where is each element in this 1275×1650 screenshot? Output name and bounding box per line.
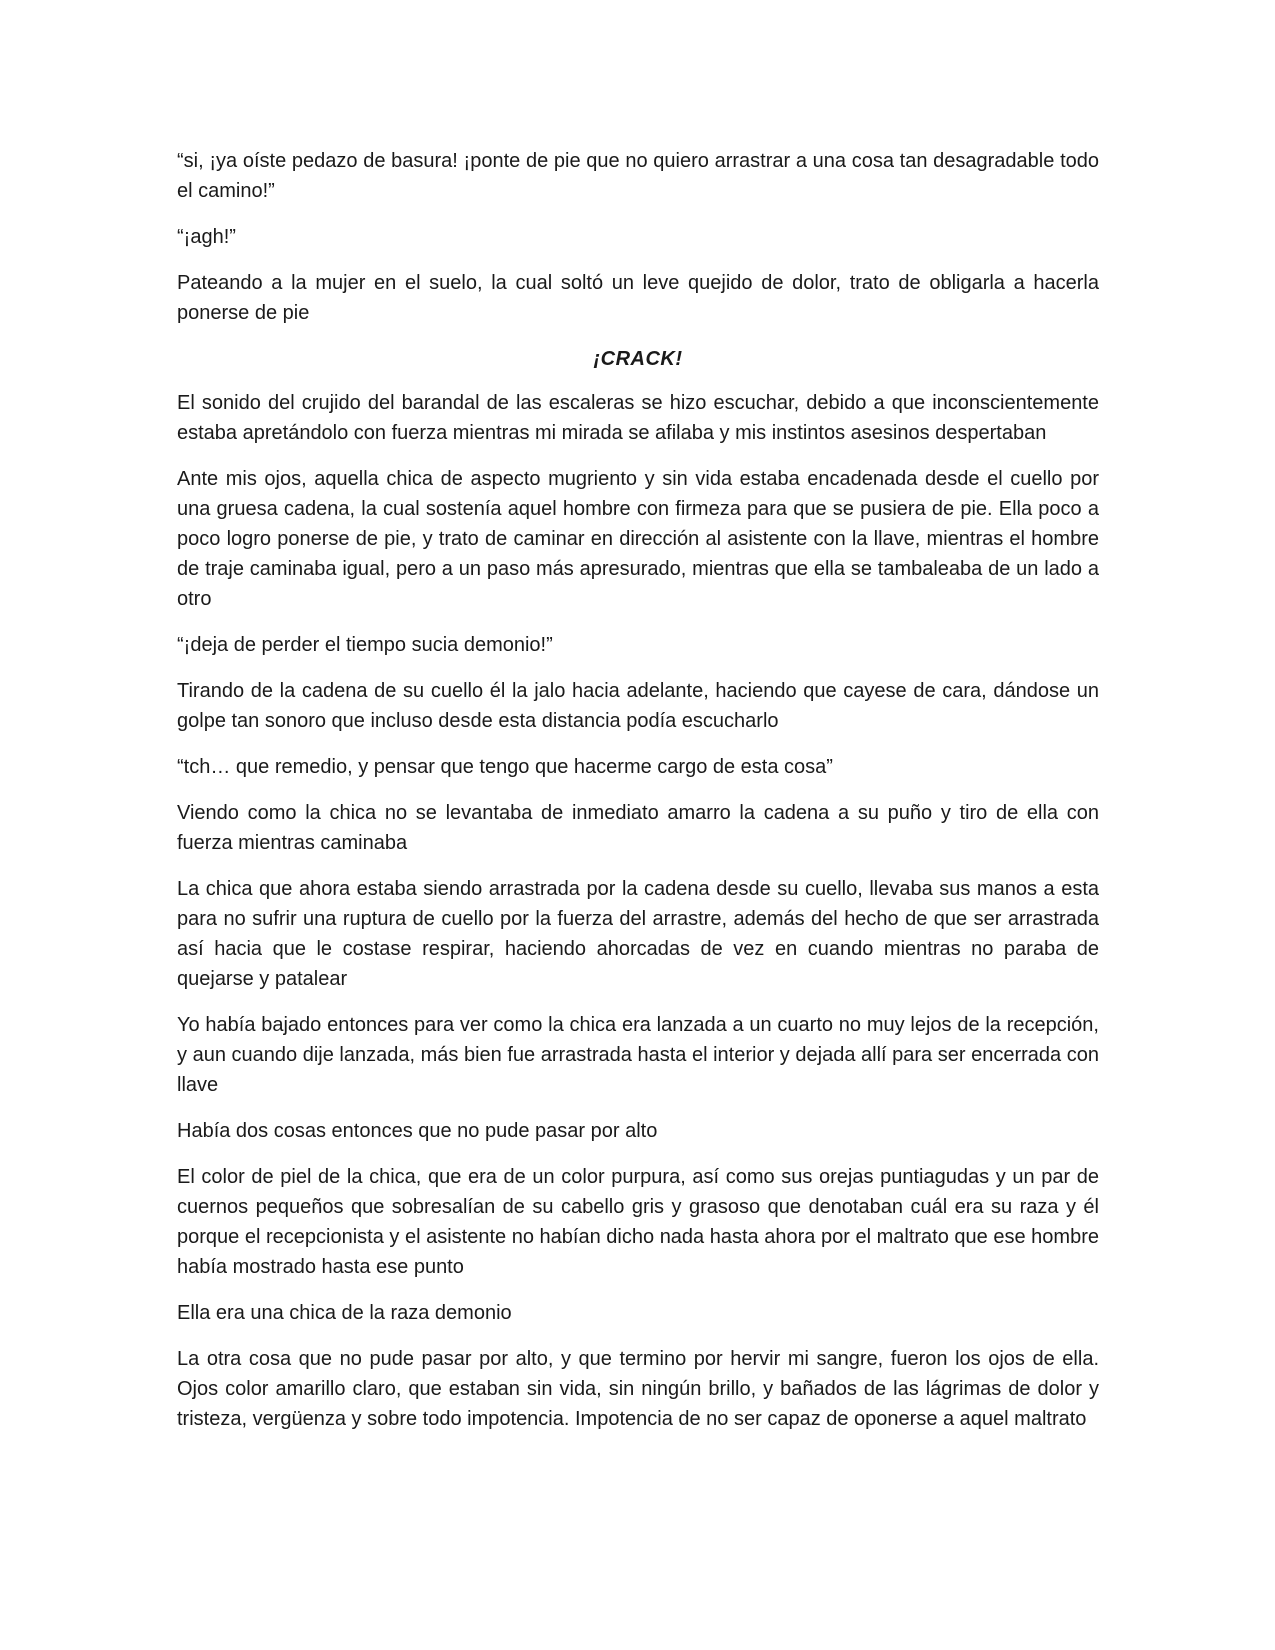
paragraph-10: Viendo como la chica no se levantaba de inmediato amarro la cadena a su puño y tiro de ella con fuerza mientras caminaba (177, 802, 1099, 854)
paragraph-15: Ella era una chica de la raza demonio (177, 1302, 512, 1324)
paragraph-8: Tirando de la cadena de su cuello él la jalo hacia adelante, haciendo que cayese de cara, dándose un golpe tan sonoro que incluso desde esta distancia podía escucharlo (177, 680, 1099, 732)
paragraph-9: “tch… que remedio, y pensar que tengo que hacerme cargo de esta cosa” (177, 756, 833, 778)
paragraph-1: “si, ¡ya oíste pedazo de basura! ¡ponte de pie que no quiero arrastrar a una cosa tan desagradable todo el camino!” (177, 150, 1099, 202)
paragraph-7: “¡deja de perder el tiempo sucia demonio!” (177, 634, 553, 656)
document-body (177, 146, 1099, 1450)
paragraph-12: Yo había bajado entonces para ver como la chica era lanzada a un cuarto no muy lejos de la recepción, y aun cuando dije lanzada, más bien fue arrastrada hasta el interior y dejada allí para ser encerrada con llave (177, 1014, 1099, 1096)
sound-effect-heading: ¡CRACK! (593, 348, 683, 370)
paragraph-2: “¡agh!” (177, 226, 236, 248)
paragraph-14: El color de piel de la chica, que era de un color purpura, así como sus orejas puntiagudas y un par de cuernos pequeños que sobresalían de su cabello gris y grasoso que denotaban cuál era su raza y él porque el recepcionista y el asistente no habían dicho nada hasta ahora por el maltrato que ese hombre había mostrado hasta ese punto (177, 1166, 1099, 1278)
paragraph-11: La chica que ahora estaba siendo arrastrada por la cadena desde su cuello, llevaba sus manos a esta para no sufrir una ruptura de cuello por la fuerza del arrastre, además del hecho de que ser arrastrada así hacia que le costase respirar, haciendo ahorcadas de vez en cuando mientras no paraba de quejarse y patalear (177, 878, 1099, 990)
paragraph-3: Pateando a la mujer en el suelo, la cual soltó un leve quejido de dolor, trato de obligarla a hacerla ponerse de pie (177, 272, 1099, 324)
paragraph-5: El sonido del crujido del barandal de las escaleras se hizo escuchar, debido a que inconscientemente estaba apretándolo con fuerza mientras mi mirada se afilaba y mis instintos asesinos despertaban (177, 392, 1099, 444)
paragraph-13: Había dos cosas entonces que no pude pasar por alto (177, 1120, 658, 1142)
paragraph-6: Ante mis ojos, aquella chica de aspecto mugriento y sin vida estaba encadenada desde el cuello por una gruesa cadena, la cual sostenía aquel hombre con firmeza para que se pusiera de pie. Ella poco a poco logro ponerse de pie, y trato de caminar en dirección al asistente con la llave, mientras el hombre de traje caminaba igual, pero a un paso más apresurado, mientras que ella se tambaleaba de un lado a otro (177, 468, 1099, 610)
paragraph-16: La otra cosa que no pude pasar por alto, y que termino por hervir mi sangre, fueron los ojos de ella. Ojos color amarillo claro, que estaban sin vida, sin ningún brillo, y bañados de las lágrimas de dolor y tristeza, vergüenza y sobre todo impotencia. Impotencia de no ser capaz de oponerse a aquel maltrato (177, 1348, 1099, 1430)
